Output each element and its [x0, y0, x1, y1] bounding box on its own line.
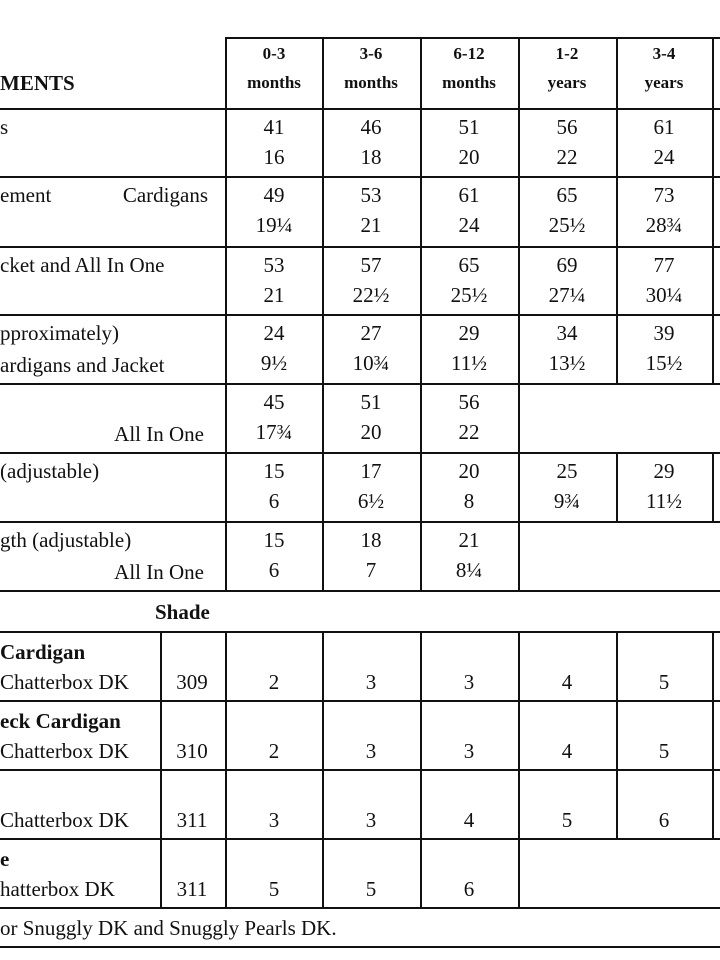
yarn-ball-count: 4: [561, 670, 573, 694]
measurement-label: (adjustable): [0, 459, 100, 483]
yarn-ball-count: 6: [658, 808, 670, 832]
yarn-name: hatterbox DK: [0, 877, 115, 901]
size-value-cm: 15: [263, 528, 285, 552]
footnote-rule: [0, 946, 720, 948]
size-value-cm: 73: [653, 183, 675, 207]
size-value-in: 22: [458, 420, 480, 444]
size-header-unit: months: [442, 73, 496, 92]
size-value-in: 8¼: [455, 558, 483, 582]
yarn-garment-label: eck Cardigan: [0, 709, 121, 733]
size-value-in: 15½: [645, 351, 683, 375]
size-value-in: 11½: [451, 351, 487, 375]
cell-rule: [160, 701, 162, 770]
cell-rule: [712, 770, 714, 839]
row-rule: [0, 452, 720, 454]
size-header-unit: months: [344, 73, 398, 92]
size-value-cm: 51: [458, 115, 480, 139]
yarn-name: Chatterbox DK: [0, 808, 129, 832]
size-value-in: 20: [360, 420, 382, 444]
size-header-unit: months: [247, 73, 301, 92]
size-value-cm: 21: [458, 528, 480, 552]
cell-rule: [616, 315, 618, 384]
cell-rule: [160, 770, 162, 839]
yarn-ball-count: 5: [658, 670, 670, 694]
yarn-shade: 310: [176, 739, 208, 763]
cell-rule: [322, 701, 324, 770]
size-value-cm: 51: [360, 390, 382, 414]
yarn-ball-count: 3: [365, 808, 377, 832]
size-value-in: 20: [458, 145, 480, 169]
yarn-garment-label: e: [0, 847, 10, 871]
size-value-in: 9½: [260, 351, 288, 375]
size-header-range: 6-12: [453, 44, 485, 63]
cell-rule: [322, 770, 324, 839]
yarn-ball-count: 4: [561, 739, 573, 763]
cell-rule: [322, 109, 324, 177]
size-value-in: 7: [365, 558, 377, 582]
size-value-cm: 49: [263, 183, 285, 207]
cell-rule: [518, 315, 520, 384]
size-header-range: 3-4: [652, 44, 676, 63]
cell-rule: [322, 177, 324, 247]
cell-rule: [712, 453, 714, 522]
size-value-in: 30¼: [645, 283, 683, 307]
size-value-in: 6: [268, 489, 280, 513]
size-value-cm: 45: [263, 390, 285, 414]
size-value-cm: 18: [360, 528, 382, 552]
measurement-label: s: [0, 115, 9, 139]
size-value-in: 22: [556, 145, 578, 169]
cell-rule: [225, 839, 227, 908]
row-rule: [0, 314, 720, 316]
size-value-cm: 69: [556, 253, 578, 277]
size-value-cm: 77: [653, 253, 675, 277]
cell-rule: [420, 632, 422, 701]
size-value-in: 6: [268, 558, 280, 582]
size-value-in: 25½: [548, 213, 586, 237]
yarn-ball-count: 2: [268, 670, 280, 694]
size-value-in: 6½: [357, 489, 385, 513]
measurement-label: cket and All In One: [0, 253, 165, 277]
size-value-cm: 17: [360, 459, 382, 483]
size-value-cm: 41: [263, 115, 285, 139]
row-rule: [0, 631, 720, 633]
size-value-in: 21: [263, 283, 285, 307]
cell-rule: [225, 632, 227, 701]
yarn-name: Chatterbox DK: [0, 739, 129, 763]
size-header-range: 0-3: [262, 44, 286, 63]
cell-rule: [518, 109, 520, 177]
cell-rule: [322, 247, 324, 315]
cell-rule: [518, 701, 520, 770]
cell-rule: [518, 177, 520, 247]
size-value-cm: 65: [458, 253, 480, 277]
row-rule: [0, 108, 720, 110]
size-value-cm: 56: [556, 115, 578, 139]
cell-rule: [518, 384, 520, 453]
cell-rule: [225, 522, 227, 591]
cell-rule: [420, 315, 422, 384]
size-value-in: 27¼: [548, 283, 586, 307]
measurement-label: gth (adjustable): [0, 528, 132, 552]
row-rule: [0, 176, 720, 178]
cell-rule: [616, 701, 618, 770]
cell-rule: [616, 770, 618, 839]
size-value-in: 18: [360, 145, 382, 169]
size-value-in: 19¼: [255, 213, 293, 237]
header-column-rule: [322, 37, 324, 109]
cell-rule: [322, 632, 324, 701]
size-value-cm: 29: [653, 459, 675, 483]
cell-rule: [322, 315, 324, 384]
cell-rule: [712, 109, 714, 177]
measurement-label: ardigans and Jacket: [0, 353, 165, 377]
cell-rule: [225, 109, 227, 177]
yarn-ball-count: 5: [561, 808, 573, 832]
row-rule: [0, 838, 720, 840]
measurement-label: pproximately): [0, 321, 119, 345]
cell-rule: [712, 247, 714, 315]
size-value-in: 24: [653, 145, 675, 169]
size-header-unit: years: [644, 73, 684, 92]
cell-rule: [616, 177, 618, 247]
footnote: or Snuggly DK and Snuggly Pearls DK.: [0, 916, 337, 940]
size-value-cm: 20: [458, 459, 480, 483]
cell-rule: [420, 522, 422, 591]
cell-rule: [518, 839, 520, 908]
size-value-cm: 15: [263, 459, 285, 483]
yarn-ball-count: 3: [463, 739, 475, 763]
header-column-rule: [420, 37, 422, 109]
row-rule: [0, 700, 720, 702]
size-value-cm: 61: [458, 183, 480, 207]
cell-rule: [518, 453, 520, 522]
yarn-ball-count: 5: [268, 877, 280, 901]
yarn-name: Chatterbox DK: [0, 670, 129, 694]
row-rule: [0, 769, 720, 771]
row-rule: [0, 907, 720, 909]
cell-rule: [160, 839, 162, 908]
size-value-cm: 65: [556, 183, 578, 207]
shade-column-header: Shade: [155, 600, 210, 624]
size-value-cm: 29: [458, 321, 480, 345]
yarn-ball-count: 3: [463, 670, 475, 694]
yarn-shade: 309: [176, 670, 208, 694]
measurement-label: All In One: [114, 560, 204, 584]
size-value-cm: 56: [458, 390, 480, 414]
cell-rule: [616, 109, 618, 177]
size-value-cm: 61: [653, 115, 675, 139]
cell-rule: [225, 770, 227, 839]
measurement-label: Cardigans: [122, 183, 208, 207]
yarn-ball-count: 3: [268, 808, 280, 832]
section-title: MENTS: [0, 71, 75, 95]
size-value-in: 28¾: [645, 213, 683, 237]
header-column-rule: [712, 37, 714, 109]
cell-rule: [518, 247, 520, 315]
cell-rule: [322, 453, 324, 522]
measurement-label: All In One: [114, 422, 204, 446]
size-value-in: 22½: [352, 283, 390, 307]
cell-rule: [225, 384, 227, 453]
cell-rule: [420, 177, 422, 247]
yarn-ball-count: 2: [268, 739, 280, 763]
yarn-garment-label: Cardigan: [0, 640, 86, 664]
cell-rule: [420, 839, 422, 908]
size-value-in: 17¾: [255, 420, 293, 444]
size-value-cm: 24: [263, 321, 285, 345]
cell-rule: [322, 384, 324, 453]
cell-rule: [518, 770, 520, 839]
cell-rule: [518, 632, 520, 701]
measurement-label: ement: [0, 183, 52, 207]
yarn-ball-count: 5: [658, 739, 670, 763]
header-column-rule: [518, 37, 520, 109]
size-value-in: 21: [360, 213, 382, 237]
size-value-in: 13½: [548, 351, 586, 375]
cell-rule: [420, 247, 422, 315]
yarn-ball-count: 6: [463, 877, 475, 901]
size-value-in: 24: [458, 213, 480, 237]
size-header-range: 1-2: [555, 44, 579, 63]
yarn-ball-count: 3: [365, 670, 377, 694]
yarn-shade: 311: [176, 808, 208, 832]
size-value-cm: 25: [556, 459, 578, 483]
size-value-cm: 57: [360, 253, 382, 277]
cell-rule: [225, 247, 227, 315]
cell-rule: [420, 109, 422, 177]
cell-rule: [712, 177, 714, 247]
cell-rule: [616, 632, 618, 701]
header-column-rule: [225, 37, 227, 109]
cell-rule: [225, 701, 227, 770]
size-header-range: 3-6: [359, 44, 383, 63]
cell-rule: [420, 770, 422, 839]
cell-rule: [712, 315, 714, 384]
cell-rule: [420, 453, 422, 522]
size-value-in: 8: [463, 489, 475, 513]
yarn-ball-count: 4: [463, 808, 475, 832]
yarn-shade: 311: [176, 877, 208, 901]
cell-rule: [225, 315, 227, 384]
cell-rule: [420, 384, 422, 453]
size-header-unit: years: [547, 73, 587, 92]
cell-rule: [322, 839, 324, 908]
cell-rule: [420, 701, 422, 770]
row-rule: [0, 246, 720, 248]
cell-rule: [160, 632, 162, 701]
cell-rule: [518, 522, 520, 591]
size-value-cm: 53: [360, 183, 382, 207]
yarn-ball-count: 5: [365, 877, 377, 901]
cell-rule: [616, 453, 618, 522]
cell-rule: [712, 632, 714, 701]
row-rule: [0, 383, 720, 385]
header-column-rule: [616, 37, 618, 109]
cell-rule: [225, 453, 227, 522]
row-rule: [0, 521, 720, 523]
header-top-rule: [225, 37, 720, 39]
size-value-in: 25½: [450, 283, 488, 307]
cell-rule: [712, 701, 714, 770]
cell-rule: [225, 177, 227, 247]
yarn-ball-count: 3: [365, 739, 377, 763]
size-value-in: 16: [263, 145, 285, 169]
size-value-in: 11½: [646, 489, 682, 513]
size-value-cm: 46: [360, 115, 382, 139]
size-value-in: 9¾: [553, 489, 581, 513]
size-value-cm: 53: [263, 253, 285, 277]
cell-rule: [616, 247, 618, 315]
size-value-cm: 27: [360, 321, 382, 345]
size-value-cm: 39: [653, 321, 675, 345]
size-value-in: 10¾: [352, 351, 390, 375]
cell-rule: [322, 522, 324, 591]
size-value-cm: 34: [556, 321, 578, 345]
row-rule: [0, 590, 720, 592]
